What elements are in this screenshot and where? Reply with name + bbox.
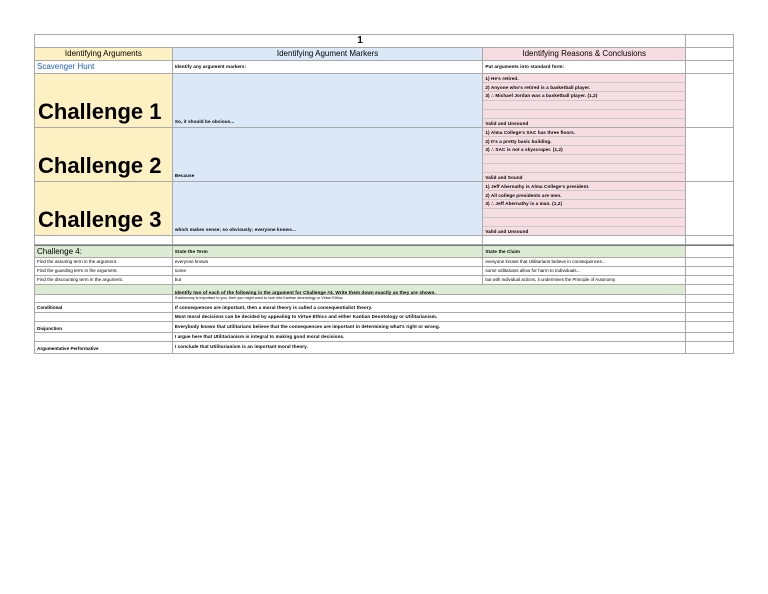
form-label-conditional[interactable]: Conditional: [35, 303, 173, 313]
task-cell[interactable]: Find the discounting term in the argument.: [35, 276, 173, 285]
form-example[interactable]: Most moral decisions can be decided by appealing to Virtue Ethics and either Kantian Deontology or Utilitarianism.: [173, 313, 686, 322]
challenge-1-label[interactable]: Challenge 1: [35, 74, 173, 128]
scavenger-hunt-label[interactable]: Scavenger Hunt: [35, 61, 173, 74]
standard-form-line[interactable]: 3) ∴ Michael Jordan was a basketball player. (1,2): [483, 92, 685, 101]
form-label-disjunction[interactable]: Disjunction: [35, 322, 173, 333]
challenge-2-label[interactable]: Challenge 2: [35, 128, 173, 182]
standard-form-line[interactable]: [483, 110, 685, 119]
standard-form-line[interactable]: 2) It's a pretty basic building.: [483, 137, 685, 146]
standard-form-line[interactable]: 2) Anyone who's retired is a basketball player.: [483, 83, 685, 92]
form-label[interactable]: [35, 333, 173, 342]
challenge-3-label[interactable]: Challenge 3: [35, 182, 173, 236]
header-argument-markers[interactable]: Identifying Agument Markers: [173, 48, 484, 61]
form-example[interactable]: If consequences are important, then a moral theory is called a consequentialist theory.: [173, 303, 686, 313]
spreadsheet: [34, 34, 734, 354]
challenge-4-label[interactable]: Challenge 4:: [35, 246, 173, 258]
challenge-3-marker[interactable]: which makes sense; so obviously; everyone knows...: [173, 182, 484, 236]
validity-verdict[interactable]: Valid and Sound: [485, 174, 523, 180]
task-cell[interactable]: Find the guarding term in the argument.: [35, 267, 173, 276]
empty-cell[interactable]: [686, 61, 734, 74]
standard-form-line[interactable]: [483, 155, 685, 164]
claim-cell[interactable]: everyone knows that Utilitarians believe in consequences...: [483, 258, 686, 267]
term-cell[interactable]: some: [173, 267, 484, 276]
form-example[interactable]: If autonomy is important to you, then you might want to look into Kantian deontology or Virtue Ethics.: [173, 295, 686, 303]
standard-form-line[interactable]: 1) Alma College's SAC has three floors.: [483, 128, 685, 137]
term-cell[interactable]: but: [173, 276, 484, 285]
form-example[interactable]: I argue here that Utilitarianism is integral to making good moral decisions.: [173, 333, 686, 342]
term-header[interactable]: State the Term: [173, 246, 484, 258]
standard-form-line[interactable]: [483, 209, 685, 218]
challenge-4-instruction[interactable]: Identify two of each of the following in the argument for Challenge #4. Write them down exactly as they are shown.: [174, 290, 436, 295]
standard-form-line[interactable]: [483, 101, 685, 110]
claim-cell[interactable]: some utilitarians allow for harm to individuals...: [483, 267, 686, 276]
standard-form-line[interactable]: 3) ∴ Jeff Abernathy is a man. (1,2): [483, 200, 685, 209]
empty-cell[interactable]: [686, 128, 734, 182]
term-cell[interactable]: everyone knows: [173, 258, 484, 267]
validity-verdict[interactable]: Valid and Unsound: [485, 120, 529, 126]
claim-cell[interactable]: but with individual actions, it undermines the Principle of Autonomy.: [483, 276, 686, 285]
empty-cell[interactable]: [686, 74, 734, 128]
empty-cell[interactable]: [686, 48, 734, 61]
challenge-1-marker[interactable]: So, it should be obvious...: [173, 74, 484, 128]
empty-cell[interactable]: [686, 313, 734, 322]
form-label-argumentative-performative[interactable]: Argumentative Performative: [35, 342, 173, 354]
empty-cell[interactable]: [686, 303, 734, 313]
empty-cell[interactable]: [686, 276, 734, 285]
challenge-3-standard-form: [483, 182, 686, 236]
standard-form-line[interactable]: 1) He's retired.: [483, 74, 685, 83]
header-identifying-arguments[interactable]: Identifying Arguments: [35, 48, 173, 61]
form-label[interactable]: [35, 295, 173, 303]
empty-cell[interactable]: [686, 342, 734, 354]
challenge-2-marker[interactable]: Because: [173, 128, 484, 182]
validity-verdict[interactable]: Valid and Unsound: [485, 228, 529, 234]
standard-form-line[interactable]: 3) ∴ SAC is not a skyscraper. (1,2): [483, 146, 685, 155]
standard-form-line[interactable]: [483, 164, 685, 173]
standard-form-prompt[interactable]: Put arguments into standard form:: [483, 61, 686, 74]
empty-cell[interactable]: [35, 236, 173, 245]
header-reasons-conclusions[interactable]: Identifying Reasons & Conclusions: [483, 48, 686, 61]
sheet-title[interactable]: 1: [35, 35, 686, 48]
empty-cell[interactable]: [686, 333, 734, 342]
empty-cell[interactable]: [686, 35, 734, 48]
markers-prompt[interactable]: Identify any argument markers:: [173, 61, 484, 74]
empty-cell[interactable]: [686, 267, 734, 276]
empty-cell[interactable]: [483, 236, 686, 245]
empty-cell[interactable]: [686, 236, 734, 245]
standard-form-line[interactable]: [483, 218, 685, 227]
empty-cell[interactable]: [686, 258, 734, 267]
standard-form-line[interactable]: 1) Jeff Abernathy is Alma College's president.: [483, 182, 685, 191]
empty-cell[interactable]: [686, 246, 734, 258]
challenge-2-standard-form: [483, 128, 686, 182]
empty-cell[interactable]: [686, 182, 734, 236]
empty-cell[interactable]: [686, 285, 734, 295]
claim-header[interactable]: State the Claim: [483, 246, 686, 258]
empty-cell[interactable]: [35, 285, 173, 295]
form-example[interactable]: I conclude that Utilitarianism is an important moral theory.: [173, 342, 686, 354]
standard-form-line[interactable]: 2) All college presidents are men.: [483, 191, 685, 200]
empty-cell[interactable]: [686, 322, 734, 333]
form-label[interactable]: [35, 313, 173, 322]
task-cell[interactable]: Find the assuring term in the argument.: [35, 258, 173, 267]
empty-cell[interactable]: [686, 295, 734, 303]
empty-cell[interactable]: [173, 236, 484, 245]
form-example[interactable]: Everybody knows that utilitarians believe that the consequences are important in determining what's right or wrong.: [173, 322, 686, 333]
challenge-1-standard-form: [483, 74, 686, 128]
